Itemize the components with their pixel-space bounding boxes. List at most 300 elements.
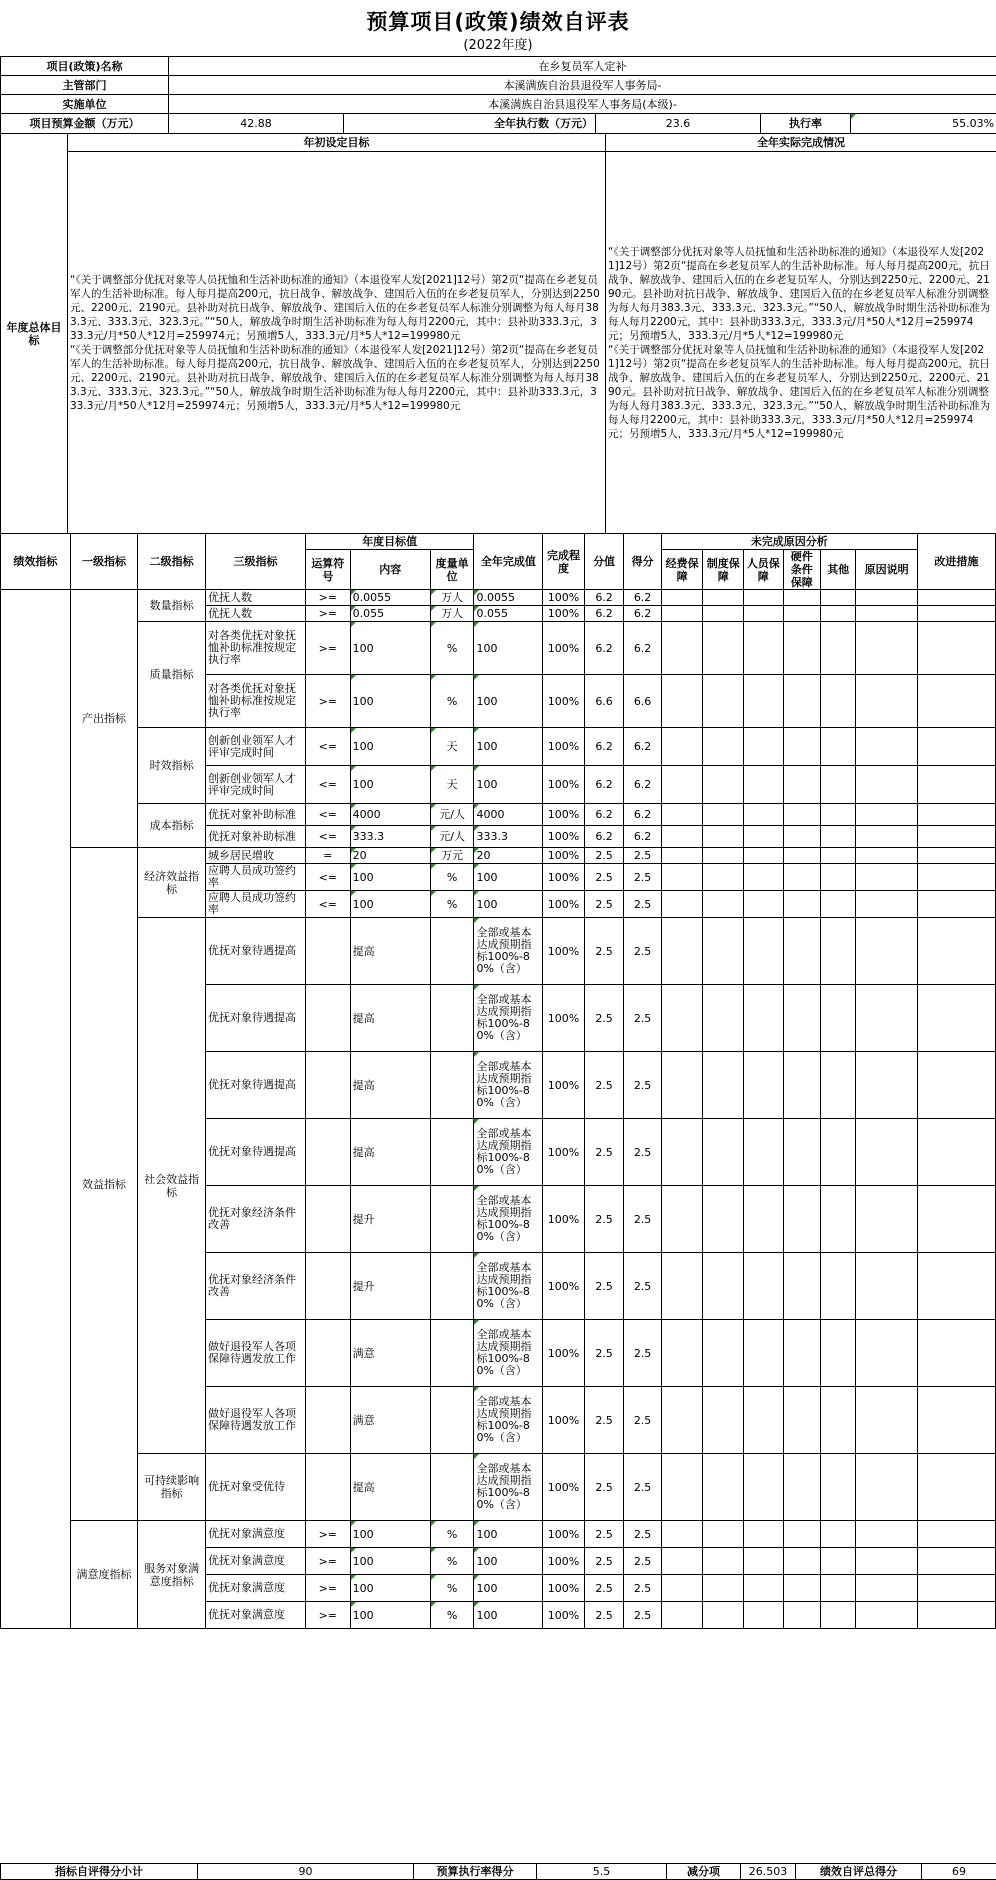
cell-unit: %	[430, 1521, 474, 1548]
cell-done: 100	[474, 1575, 543, 1602]
annual-goal-label: 年度总体目标	[1, 134, 68, 534]
reason-cell	[744, 1119, 784, 1186]
reason-cell	[744, 1454, 784, 1521]
l2-quality-indicator: 质量指标	[138, 622, 206, 728]
cell-score: 2.5	[584, 1186, 624, 1253]
reason-cell	[917, 864, 995, 891]
reason-cell	[821, 1602, 856, 1629]
cell-unit	[430, 1320, 474, 1387]
cell-op: >=	[305, 622, 350, 675]
reason-cell	[703, 1548, 744, 1575]
cell-score: 2.5	[584, 1320, 624, 1387]
reason-cell	[856, 864, 917, 891]
cell-content: 333.3	[350, 826, 430, 848]
cell-score: 6.2	[584, 590, 624, 606]
reason-cell	[703, 1320, 744, 1387]
reason-cell	[703, 1575, 744, 1602]
reason-cell	[783, 848, 820, 864]
reason-cell	[856, 728, 917, 766]
cell-degree: 100%	[543, 1454, 585, 1521]
cell-unit: 万元	[430, 848, 474, 864]
reason-cell	[744, 728, 784, 766]
col-l2: 二级指标	[138, 534, 206, 590]
l3-indicator: 优抚对象补助标准	[206, 804, 306, 826]
project-info-table	[0, 56, 996, 134]
reason-cell	[856, 1119, 917, 1186]
reason-cell	[917, 826, 995, 848]
reason-cell	[856, 1186, 917, 1253]
reason-cell	[661, 728, 703, 766]
cell-content: 提高	[350, 918, 430, 985]
cell-score: 2.5	[584, 1548, 624, 1575]
cell-op: <=	[305, 728, 350, 766]
cell-degree: 100%	[543, 1320, 585, 1387]
reason-cell	[821, 864, 856, 891]
cell-got: 2.5	[624, 1119, 661, 1186]
table-row	[1, 622, 996, 675]
reason-cell	[744, 1320, 784, 1387]
col-reason-system: 制度保障	[703, 550, 744, 590]
cell-score: 6.2	[584, 766, 624, 804]
cell-op	[305, 918, 350, 985]
reason-cell	[783, 985, 820, 1052]
cell-op: >=	[305, 675, 350, 728]
cell-unit	[430, 1052, 474, 1119]
cell-done: 全部或基本达成预期指标100%-80%（含）	[474, 1253, 543, 1320]
l3-indicator: 优抚对象待遇提高	[206, 918, 306, 985]
reason-cell	[821, 1119, 856, 1186]
reason-cell	[703, 1387, 744, 1454]
cell-done: 100	[474, 675, 543, 728]
reason-cell	[703, 918, 744, 985]
reason-cell	[744, 864, 784, 891]
cell-done: 全部或基本达成预期指标100%-80%（含）	[474, 1186, 543, 1253]
reason-cell	[917, 1602, 995, 1629]
table-row	[1, 848, 996, 864]
col-got: 得分	[624, 534, 661, 590]
score-summary-table	[0, 1863, 996, 1880]
cell-got: 6.6	[624, 675, 661, 728]
cell-degree: 100%	[543, 1052, 585, 1119]
budget-score-label: 预算执行率得分	[414, 1864, 537, 1880]
cell-degree: 100%	[543, 766, 585, 804]
cell-done: 全部或基本达成预期指标100%-80%（含）	[474, 1387, 543, 1454]
reason-cell	[783, 1575, 820, 1602]
reason-cell	[744, 1052, 784, 1119]
reason-cell	[856, 1387, 917, 1454]
cell-done: 0.055	[474, 606, 543, 622]
indicator-table	[0, 533, 996, 1629]
dept-label: 主管部门	[1, 76, 169, 95]
cell-degree: 100%	[543, 1602, 585, 1629]
l3-indicator: 优抚对象经济条件改善	[206, 1186, 306, 1253]
l3-indicator: 优抚对象补助标准	[206, 826, 306, 848]
col-degree: 完成程度	[543, 534, 585, 590]
l2-social-indicator: 社会效益指标	[138, 918, 206, 1454]
reason-cell	[703, 1521, 744, 1548]
initial-goal-text: “《关于调整部分优抚对象等人员抚恤和生活补助标准的通知》（本退役军人发[2021]12号）第2页“提高在乡老复员军人的生活补助标准。每人每月提高200元，抗日战争、解放战争、建国后入伍的在乡老复员军人，分别达到2250元、2200元、2190元。县补助对抗日战争、解放战争、建国后入伍的在乡老复员军人标准分别调整为每人每月383.3元、333.3元、323.3元。”“50人，解放战争时期生活补助标准为每人每月2200元，其中：县补助333.3元，333.3元/月*50人*12月=259974元；另预增5人，333.3元/月*5人*12=199980元 “《关于调整部分优抚对象等人员抚恤和生活补助标准的通知》（本退役军人发[2021]12号）第2页“提高在乡老复员军人的生活补助标准。每人每月提高200元，抗日战争、解放战争、建国后入伍的在乡老复员军人，分别达到2250元、2200元、2190元。县补助对抗日战争、解放战争、建国后入伍的在乡老复员军人标准分别调整为每人每月383.3元、333.3元、323.3元。”“50人，解放战争时期生活补助标准为每人每月2200元，其中：县补助333.3元，333.3元/月*50人*12月=259974元；另预增5人，333.3元/月*5人*12=199980元	[68, 152, 606, 534]
rate-value: 55.03%	[851, 114, 996, 134]
col-score: 分值	[584, 534, 624, 590]
cell-got: 6.2	[624, 826, 661, 848]
cell-content: 100	[350, 766, 430, 804]
l3-indicator: 对各类优抚对象抚恤补助标准按规定执行率	[206, 675, 306, 728]
l2-service-indicator: 服务对象满意度指标	[138, 1521, 206, 1629]
cell-unit: %	[430, 1575, 474, 1602]
reason-cell	[744, 1186, 784, 1253]
cell-unit: %	[430, 891, 474, 918]
reason-cell	[821, 728, 856, 766]
reason-cell	[661, 918, 703, 985]
reason-cell	[856, 1575, 917, 1602]
cell-content: 4000	[350, 804, 430, 826]
cell-degree: 100%	[543, 918, 585, 985]
cell-op: >=	[305, 1548, 350, 1575]
reason-cell	[703, 622, 744, 675]
reason-cell	[783, 590, 820, 606]
reason-cell	[783, 804, 820, 826]
cell-score: 2.5	[584, 1454, 624, 1521]
reason-cell	[703, 1186, 744, 1253]
col-reason-group: 未完成原因分析	[661, 534, 917, 550]
cell-unit: 万人	[430, 606, 474, 622]
col-unit: 度量单位	[430, 550, 474, 590]
l3-indicator: 优抚对象满意度	[206, 1602, 306, 1629]
reason-cell	[821, 1387, 856, 1454]
reason-cell	[744, 1387, 784, 1454]
cell-degree: 100%	[543, 1575, 585, 1602]
l2-timeliness-indicator: 时效指标	[138, 728, 206, 804]
reason-cell	[821, 848, 856, 864]
cell-done: 333.3	[474, 826, 543, 848]
budget-value: 42.88	[169, 114, 344, 134]
perf-indicator-label: 绩效指标	[1, 534, 71, 590]
cell-degree: 100%	[543, 1521, 585, 1548]
l3-indicator: 优抚人数	[206, 590, 306, 606]
cell-score: 2.5	[584, 985, 624, 1052]
l1-output-indicator: 产出指标	[70, 590, 138, 848]
cell-unit	[430, 918, 474, 985]
exec-value: 23.6	[596, 114, 761, 134]
reason-cell	[821, 1186, 856, 1253]
reason-cell	[856, 848, 917, 864]
l3-indicator: 对各类优抚对象抚恤补助标准按规定执行率	[206, 622, 306, 675]
cell-unit: %	[430, 1602, 474, 1629]
reason-cell	[821, 985, 856, 1052]
reason-cell	[821, 1052, 856, 1119]
reason-cell	[783, 675, 820, 728]
reason-cell	[744, 918, 784, 985]
reason-cell	[703, 1454, 744, 1521]
cell-done: 0.0055	[474, 590, 543, 606]
cell-got: 2.5	[624, 891, 661, 918]
reason-cell	[917, 1454, 995, 1521]
cell-op: >=	[305, 1521, 350, 1548]
reason-cell	[783, 1186, 820, 1253]
reason-cell	[856, 1454, 917, 1521]
reason-cell	[661, 766, 703, 804]
cell-unit	[430, 1186, 474, 1253]
reason-cell	[661, 675, 703, 728]
reason-cell	[917, 848, 995, 864]
cell-unit	[430, 1454, 474, 1521]
cell-content: 20	[350, 848, 430, 864]
cell-op: <=	[305, 766, 350, 804]
reason-cell	[703, 606, 744, 622]
reason-cell	[703, 848, 744, 864]
cell-score: 2.5	[584, 1575, 624, 1602]
cell-done: 100	[474, 728, 543, 766]
reason-cell	[917, 1575, 995, 1602]
exec-label: 全年执行数（万元）	[344, 114, 596, 134]
cell-content: 100	[350, 1548, 430, 1575]
cell-got: 6.2	[624, 590, 661, 606]
reason-cell	[856, 918, 917, 985]
cell-unit	[430, 1387, 474, 1454]
cell-degree: 100%	[543, 1119, 585, 1186]
reason-cell	[703, 728, 744, 766]
rate-label: 执行率	[761, 114, 851, 134]
cell-score: 2.5	[584, 918, 624, 985]
reason-cell	[661, 1119, 703, 1186]
cell-score: 2.5	[584, 848, 624, 864]
reason-cell	[661, 1575, 703, 1602]
reason-cell	[744, 622, 784, 675]
cell-op	[305, 1454, 350, 1521]
cell-score: 6.6	[584, 675, 624, 728]
reason-cell	[703, 804, 744, 826]
cell-op: <=	[305, 804, 350, 826]
cell-degree: 100%	[543, 590, 585, 606]
deduct-label: 减分项	[667, 1864, 741, 1880]
reason-cell	[661, 804, 703, 826]
col-reason-hardware: 硬件条件保障	[783, 550, 820, 590]
reason-cell	[661, 1521, 703, 1548]
reason-cell	[821, 826, 856, 848]
reason-cell	[661, 1253, 703, 1320]
project-name-label: 项目(政策)名称	[1, 57, 169, 76]
reason-cell	[917, 1253, 995, 1320]
reason-cell	[856, 1253, 917, 1320]
cell-score: 6.2	[584, 804, 624, 826]
total-score-value: 69	[922, 1864, 996, 1880]
cell-score: 2.5	[584, 1253, 624, 1320]
col-content: 内容	[350, 550, 430, 590]
reason-cell	[917, 1052, 995, 1119]
reason-cell	[744, 891, 784, 918]
cell-degree: 100%	[543, 1253, 585, 1320]
cell-done: 100	[474, 622, 543, 675]
reason-cell	[783, 1052, 820, 1119]
cell-got: 2.5	[624, 848, 661, 864]
reason-cell	[783, 1387, 820, 1454]
cell-content: 0.055	[350, 606, 430, 622]
budget-score-value: 5.5	[537, 1864, 667, 1880]
table-row	[1, 728, 996, 766]
cell-content: 提高	[350, 1119, 430, 1186]
reason-cell	[703, 864, 744, 891]
reason-cell	[703, 826, 744, 848]
cell-unit: 元/人	[430, 826, 474, 848]
cell-op	[305, 985, 350, 1052]
reason-cell	[856, 1548, 917, 1575]
cell-content: 满意	[350, 1320, 430, 1387]
reason-cell	[783, 1320, 820, 1387]
reason-cell	[856, 826, 917, 848]
l2-cost-indicator: 成本指标	[138, 804, 206, 848]
reason-cell	[917, 1186, 995, 1253]
cell-content: 提高	[350, 1052, 430, 1119]
cell-op	[305, 1186, 350, 1253]
reason-cell	[661, 1548, 703, 1575]
reason-cell	[703, 590, 744, 606]
actual-goal-text: “《关于调整部分优抚对象等人员抚恤和生活补助标准的通知》（本退役军人发[2021]12号）第2页“提高在乡老复员军人的生活补助标准。每人每月提高200元，抗日战争、解放战争、建国后入伍的在乡老复员军人，分别达到2250元、2200元、2190元。县补助对抗日战争、解放战争、建国后入伍的在乡老复员军人标准分别调整为每人每月383.3元、333.3元、323.3元。”“50人，解放战争时期生活补助标准为每人每月2200元，其中：县补助333.3元，333.3元/月*50人*12月=259974元；另预增5人，333.3元/月*5人*12=199980元 “《关于调整部分优抚对象等人员抚恤和生活补助标准的通知》（本退役军人发[2021]12号）第2页“提高在乡老复员军人的生活补助标准。每人每月提高200元，抗日战争、解放战争、建国后入伍的在乡老复员军人，分别达到2250元、2200元、2190元。县补助对抗日战争、解放战争、建国后入伍的在乡老复员军人标准分别调整为每人每月383.3元、333.3元、323.3元。”“50人，解放战争时期生活补助标准为每人每月2200元，其中：县补助333.3元，333.3元/月*50人*12月=259974元；另预增5人，333.3元/月*5人*12=199980元	[606, 152, 996, 534]
reason-cell	[821, 804, 856, 826]
cell-content: 100	[350, 728, 430, 766]
impl-unit-value: 本溪满族自治县退役军人事务局(本级)-	[169, 95, 996, 114]
reason-cell	[856, 606, 917, 622]
l3-indicator: 创新创业领军人才评审完成时间	[206, 766, 306, 804]
cell-op: >=	[305, 1602, 350, 1629]
table-row	[1, 1454, 996, 1521]
reason-cell	[856, 675, 917, 728]
reason-cell	[856, 766, 917, 804]
cell-got: 2.5	[624, 1320, 661, 1387]
reason-cell	[744, 1521, 784, 1548]
reason-cell	[917, 1387, 995, 1454]
reason-cell	[744, 1548, 784, 1575]
deduct-value: 26.503	[741, 1864, 796, 1880]
reason-cell	[783, 1119, 820, 1186]
l3-indicator: 做好退役军人各项保障待遇发放工作	[206, 1320, 306, 1387]
l3-indicator: 优抚对象经济条件改善	[206, 1253, 306, 1320]
col-target-group: 年度目标值	[305, 534, 474, 550]
l2-economic-indicator: 经济效益指标	[138, 848, 206, 918]
actual-goal-header: 全年实际完成情况	[606, 134, 996, 152]
reason-cell	[821, 1253, 856, 1320]
reason-cell	[821, 1320, 856, 1387]
reason-cell	[917, 1548, 995, 1575]
cell-op: >=	[305, 1575, 350, 1602]
cell-got: 2.5	[624, 985, 661, 1052]
cell-unit: 天	[430, 766, 474, 804]
reason-cell	[744, 804, 784, 826]
cell-score: 2.5	[584, 1052, 624, 1119]
cell-degree: 100%	[543, 804, 585, 826]
reason-cell	[703, 1119, 744, 1186]
reason-cell	[661, 826, 703, 848]
reason-cell	[783, 918, 820, 985]
reason-cell	[783, 1521, 820, 1548]
reason-cell	[856, 1602, 917, 1629]
reason-cell	[917, 985, 995, 1052]
table-row	[1, 804, 996, 826]
cell-score: 2.5	[584, 1387, 624, 1454]
reason-cell	[917, 728, 995, 766]
cell-got: 6.2	[624, 766, 661, 804]
reason-cell	[783, 1602, 820, 1629]
l1-effect-indicator: 效益指标	[70, 848, 138, 1521]
col-l1: 一级指标	[70, 534, 138, 590]
reason-cell	[744, 848, 784, 864]
cell-score: 6.2	[584, 728, 624, 766]
cell-score: 6.2	[584, 606, 624, 622]
form-year: (2022年度)	[0, 34, 996, 53]
cell-degree: 100%	[543, 728, 585, 766]
cell-done: 全部或基本达成预期指标100%-80%（含）	[474, 1454, 543, 1521]
reason-cell	[783, 1454, 820, 1521]
reason-cell	[661, 864, 703, 891]
col-reason-funding: 经费保障	[661, 550, 703, 590]
cell-done: 全部或基本达成预期指标100%-80%（含）	[474, 918, 543, 985]
reason-cell	[821, 891, 856, 918]
cell-op	[305, 1119, 350, 1186]
reason-cell	[821, 606, 856, 622]
reason-cell	[856, 1052, 917, 1119]
col-op: 运算符号	[305, 550, 350, 590]
cell-got: 2.5	[624, 1186, 661, 1253]
cell-score: 6.2	[584, 622, 624, 675]
cell-degree: 100%	[543, 864, 585, 891]
l3-indicator: 城乡居民增收	[206, 848, 306, 864]
cell-done: 全部或基本达成预期指标100%-80%（含）	[474, 1052, 543, 1119]
reason-cell	[661, 622, 703, 675]
cell-got: 6.2	[624, 804, 661, 826]
reason-cell	[744, 985, 784, 1052]
cell-got: 2.5	[624, 1548, 661, 1575]
cell-got: 2.5	[624, 1454, 661, 1521]
cell-op: <=	[305, 864, 350, 891]
reason-cell	[856, 1320, 917, 1387]
reason-cell	[744, 675, 784, 728]
cell-unit: 天	[430, 728, 474, 766]
l3-indicator: 优抚对象待遇提高	[206, 1119, 306, 1186]
reason-cell	[821, 622, 856, 675]
indicator-table-body	[1, 534, 996, 1629]
reason-cell	[661, 891, 703, 918]
reason-cell	[783, 728, 820, 766]
reason-cell	[661, 1320, 703, 1387]
reason-cell	[821, 675, 856, 728]
total-score-label: 绩效自评总得分	[796, 1864, 922, 1880]
l3-indicator: 应聘人员成功签约率	[206, 864, 306, 891]
cell-degree: 100%	[543, 606, 585, 622]
l3-indicator: 优抚对象满意度	[206, 1575, 306, 1602]
cell-score: 2.5	[584, 864, 624, 891]
reason-cell	[744, 590, 784, 606]
cell-got: 2.5	[624, 918, 661, 985]
cell-unit	[430, 1253, 474, 1320]
reason-cell	[917, 804, 995, 826]
cell-op: <=	[305, 826, 350, 848]
reason-cell	[917, 1320, 995, 1387]
project-name-value: 在乡复员军人定补	[169, 57, 996, 76]
cell-degree: 100%	[543, 1186, 585, 1253]
cell-degree: 100%	[543, 1387, 585, 1454]
reason-cell	[661, 1454, 703, 1521]
reason-cell	[856, 891, 917, 918]
cell-degree: 100%	[543, 891, 585, 918]
reason-cell	[744, 1253, 784, 1320]
l3-indicator: 创新创业领军人才评审完成时间	[206, 728, 306, 766]
cell-degree: 100%	[543, 985, 585, 1052]
cell-op: >=	[305, 590, 350, 606]
cell-done: 100	[474, 766, 543, 804]
cell-done: 全部或基本达成预期指标100%-80%（含）	[474, 1119, 543, 1186]
subtotal-value: 90	[198, 1864, 414, 1880]
perf-indicator-spacer	[1, 590, 71, 1629]
reason-cell	[783, 606, 820, 622]
